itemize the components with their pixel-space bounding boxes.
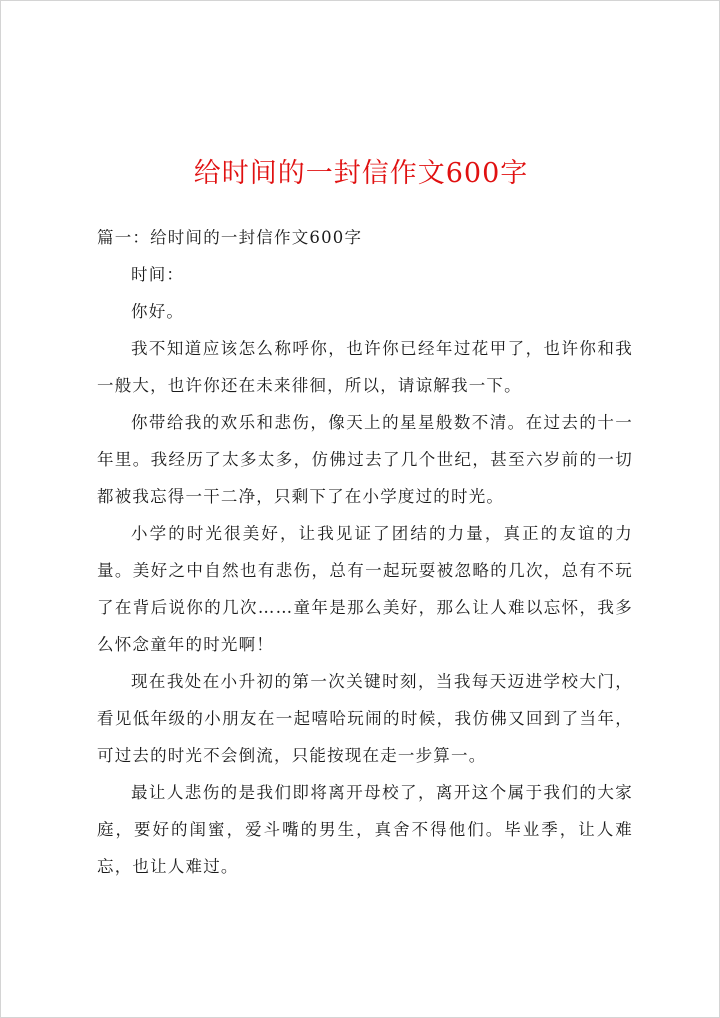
body-paragraph: 我不知道应该怎么称呼你，也许你已经年过花甲了，也许你和我一般大，也许你还在未来徘徊，所以，请谅解我一下。 — [97, 339, 633, 395]
document-body — [97, 219, 633, 885]
section-heading: 篇一：给时间的一封信作文600字 — [97, 228, 363, 247]
body-paragraph: 现在我处在小升初的第一次关键时刻，当我每天迈进学校大门，看见低年级的小朋友在一起嘻哈玩闹的时候，我仿佛又回到了当年，可过去的时光不会倒流，只能按现在走一步算一。 — [97, 672, 633, 765]
document-title: 给时间的一封信作文600字 — [193, 158, 529, 189]
body-paragraph: 小学的时光很美好，让我见证了团结的力量，真正的友谊的力量。美好之中自然也有悲伤，总有一起玩耍被忽略的几次，总有不玩了在背后说你的几次……童年是那么美好，那么让人难以忘怀，我多么怀念童年的时光啊！ — [97, 524, 633, 654]
body-paragraph: 你带给我的欢乐和悲伤，像天上的星星般数不清。在过去的十一年里。我经历了太多太多，仿佛过去了几个世纪，甚至六岁前的一切都被我忘得一干二净，只剩下了在小学度过的时光。 — [97, 413, 633, 506]
greeting: 你好。 — [131, 302, 185, 321]
salutation: 时间： — [131, 265, 185, 284]
body-paragraph: 最让人悲伤的是我们即将离开母校了，离开这个属于我们的大家庭，要好的闺蜜，爱斗嘴的男生，真舍不得他们。毕业季，让人难忘，也让人难过。 — [97, 783, 633, 876]
